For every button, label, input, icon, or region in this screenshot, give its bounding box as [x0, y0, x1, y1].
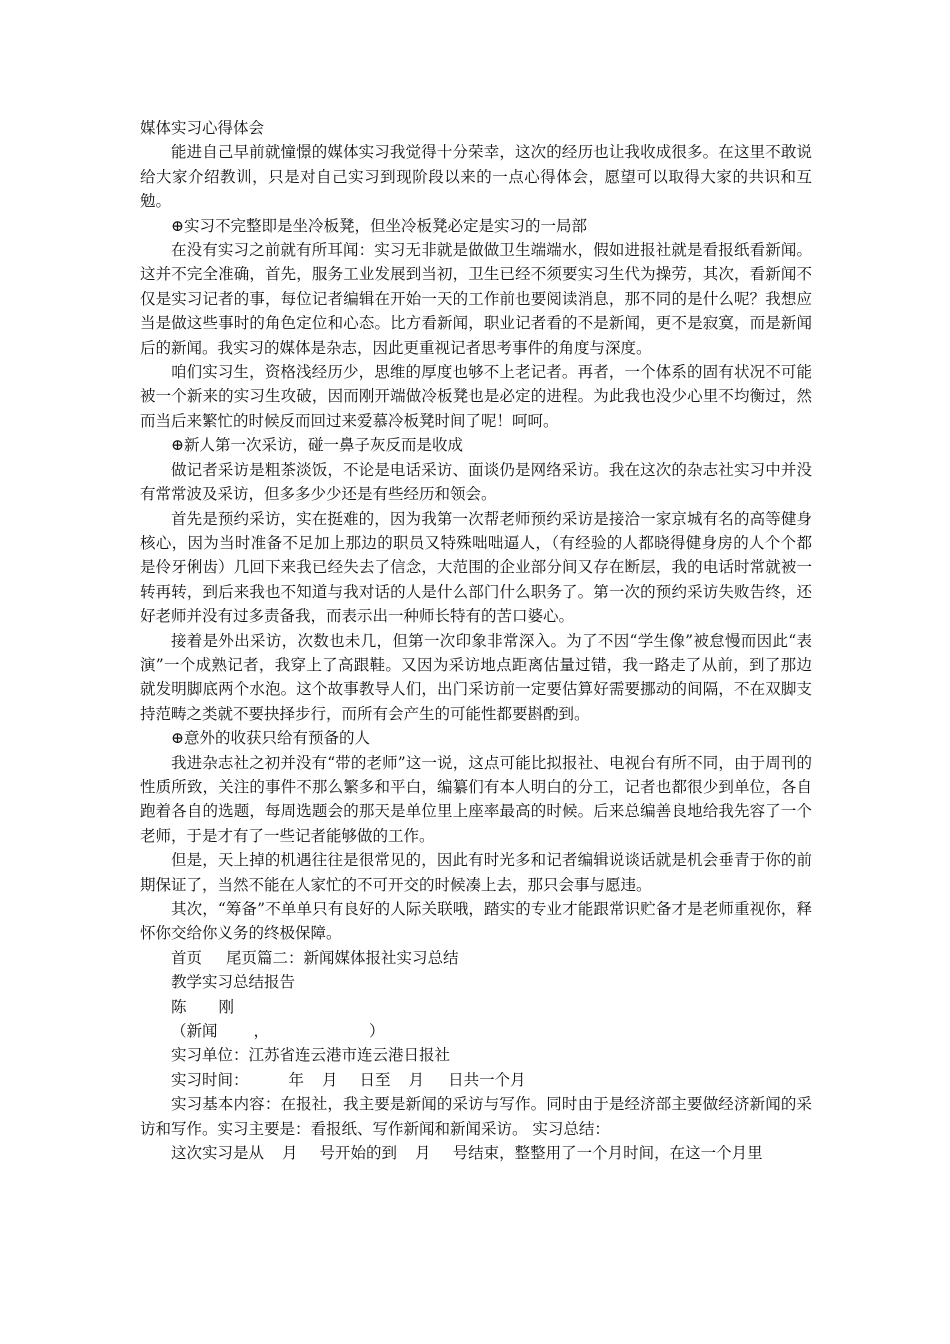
- section-heading-1: ⊕实习不完整即是坐冷板凳，但坐冷板凳必定是实习的一局部: [171, 216, 587, 235]
- report-title: 教学实习总结报告: [171, 973, 296, 992]
- paragraph-5: 接着是外出采访，次数也未几，但第一次印象非常深入。为了不因“学生像”被怠慢而因此“表演”一个成熟记者，我穿上了高跟鞋。又因为采访地点距离估量过错，我一路走了从前，到了那边就发明脚底两个水泡。这个故事教导人们，出门采访前一定要估算好需要挪动的间隔，不在双脚支持范畴之类就不要抉择步行，而所有会产生的可能性都要斟酌到。: [140, 631, 812, 723]
- document-body: [140, 116, 812, 1165]
- major-line: （新闻 ， ）: [171, 1022, 385, 1041]
- internship-time: 实习时间： 年 月 日至 月 日共一个月: [171, 1070, 526, 1089]
- paragraph-6: 我进杂志社之初并没有“带的老师”这一说，这点可能比拟报社、电视台有所不同，由于周刊的性质所致，关注的事件不那么繁多和平白，编纂们有本人明白的分工，记者也都很少到单位，各自跑着各自的选题，每周选题会的那天是单位里上座率最高的时候。后来总编善良地给我先容了一个老师，于是才有了一些记者能够做的工作。: [140, 753, 812, 845]
- section-heading-2: ⊕新人第一次采访，碰一鼻子灰反而是收成: [171, 436, 463, 455]
- paragraph-1: 在没有实习之前就有所耳闻：实习无非就是做做卫生端端水，假如进报社就是看报纸看新闻。这并不完全准确，首先，服务工业发展到当初，卫生已经不须要实习生代为操劳，其次，看新闻不仅是实习记者的事，每位记者编辑在开始一天的工作前也要阅读消息，那不同的是什么呢？我想应当是做这些事时的角色定位和心态。比方看新闻，职业记者看的不是新闻，更不是寂寞，而是新闻后的新闻。我实习的媒体是杂志，因此更重视记者思考事件的角度与深度。: [140, 241, 812, 357]
- document-title: 媒体实习心得体会: [140, 119, 265, 137]
- nav-last-link[interactable]: 尾页篇二：新闻媒体报社实习总结: [226, 948, 459, 967]
- internship-content: 实习基本内容：在报社，我主要是新闻的采访与写作。同时由于是经济部主要做经济新闻的采访和写作。实习主要是：看报纸、写作新闻和新闻采访。 实习总结：: [140, 1095, 812, 1138]
- paragraph-2: 咱们实习生，资格浅经历少，思维的厚度也够不上老记者。再者，一个体系的固有状况不可能被一个新来的实习生攻破，因而刚开端做冷板凳也是必定的进程。为此我也没少心里不均衡过，然而当后来繁忙的时候反而回过来爱慕冷板凳时间了呢！呵呵。: [140, 363, 812, 430]
- last-line: 这次实习是从 月 号开始的到 月 号结束，整整用了一个月时间，在这一个月里: [171, 1144, 763, 1163]
- paragraph-4: 首先是预约采访，实在挺难的，因为我第一次帮老师预约采访是接洽一家京城有名的高等健身核心，因为当时准备不足加上那边的职员又特殊咄咄逼人，（有经验的人都晓得健身房的人个个都是伶牙俐齿）几回下来我已经失去了信念，大范围的企业部分间又存在断层，我的电话时常就被一转再转，到后来我也不知道与我对话的人是什么部门什么职务了。第一次的预约采访失败告终，还好老师并没有过多责备我，而表示出一种师长特有的苦口婆心。: [140, 509, 812, 626]
- paragraph-3: 做记者采访是粗茶淡饭，不论是电话采访、面谈仍是网络采访。我在这次的杂志社实习中并没有常常波及采访，但多多少少还是有些经历和领会。: [140, 460, 812, 504]
- nav-line: [140, 946, 812, 970]
- nav-first-link[interactable]: 首页: [171, 948, 203, 967]
- author-name: 陈 刚: [171, 997, 235, 1016]
- intro-paragraph: 能进自己早前就憧憬的媒体实习我觉得十分荣幸，这次的经历也让我收成很多。在这里不敢说给大家介绍教训，只是对自己实习到现阶段以来的一点心得体会，愿望可以取得大家的共识和互勉。: [140, 143, 812, 211]
- paragraph-7: 但是，天上掉的机遇往往是很常见的，因此有时光多和记者编辑说谈话就是机会垂青于你的前期保证了，当然不能在人家忙的不可开交的时候凑上去，那只会事与愿违。: [140, 851, 812, 894]
- section-heading-3: ⊕意外的收获只给有预备的人: [171, 729, 370, 748]
- paragraph-8: 其次，“筹备”不单单只有良好的人际关联哦，踏实的专业才能跟常识贮备才是老师重视你，释怀你交给你义务的终极保障。: [140, 900, 812, 943]
- internship-unit: 实习单位：江苏省连云港市连云港日报社: [171, 1046, 451, 1065]
